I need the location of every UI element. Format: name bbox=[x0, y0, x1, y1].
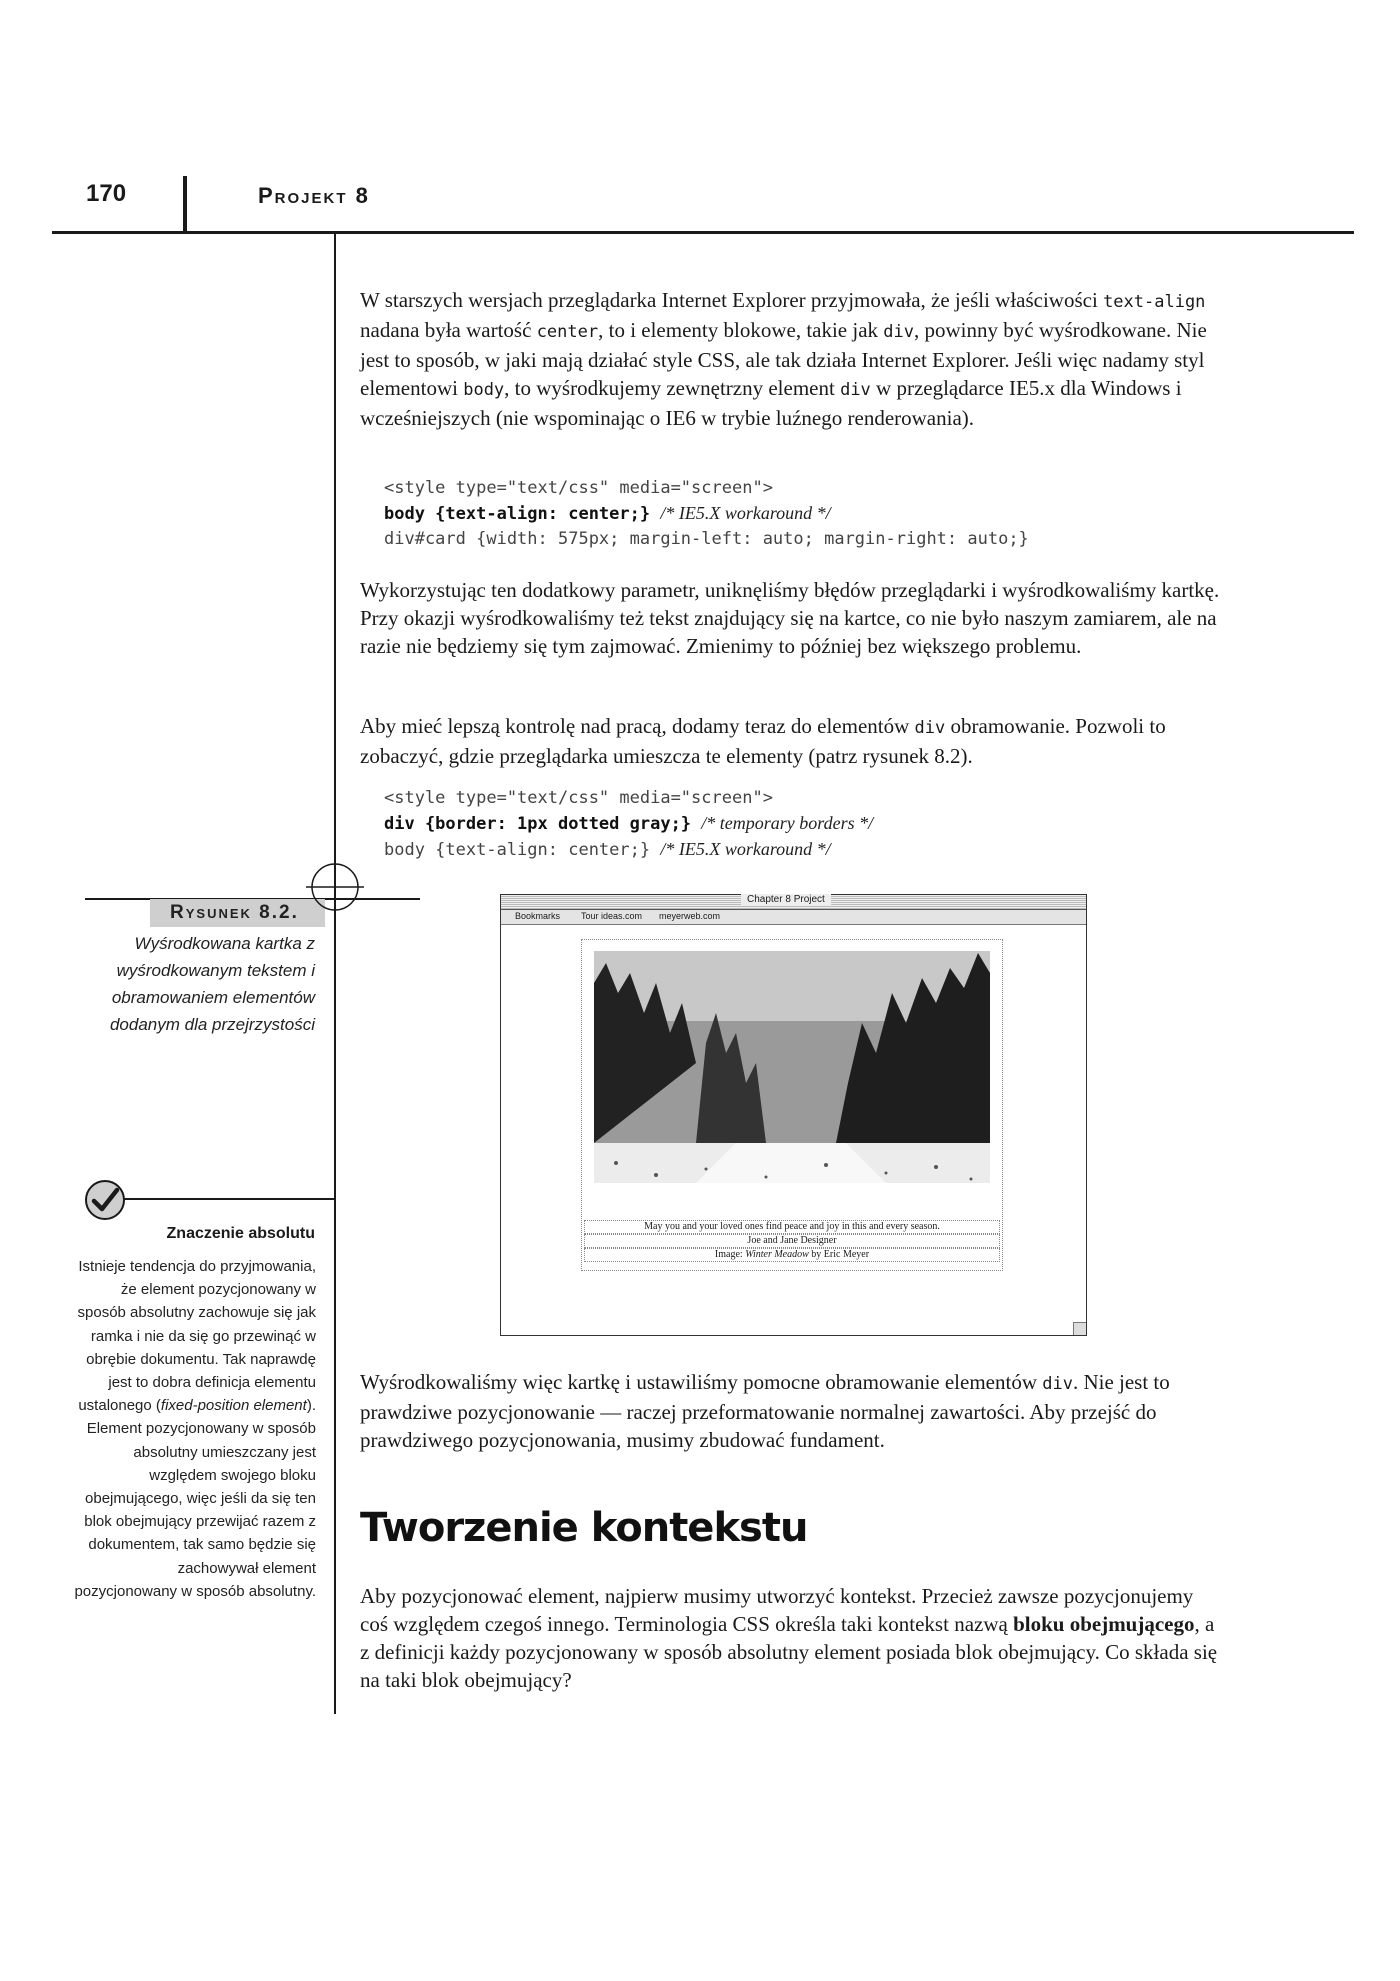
paragraph-workaround: Wykorzystując ten dodatkowy parametr, uniknęliśmy błędów przeglądarki i wyśrodkowaliśmy kartkę. Przy okazji wyśrodkowaliśmy też tekst znajdujący się na kartce, co nie było naszym zamiarem, ale na razie nie będziemy się tym zajmować. Zmienimy to później bez większego problemu. bbox=[360, 578, 1220, 658]
toolbar-meyerweb: meyerweb.com bbox=[659, 911, 721, 921]
code-line: <style type="text/css" media="screen"> bbox=[384, 788, 773, 808]
paragraph-ie-centering: W starszych wersjach przeglądarka Internet Explorer przyjmowała, że jeśli właściwości text-align nadana była wartość center, to i elementy blokowe, takie jak div, powinny być wyśrodkowane. Nie jest to sposób, w jaki mają działać style CSS, ale tak działa Internet Explorer. Jeśli więc nadamy styl elementowi body, to wyśrodkujemy zewnętrzny element div w przeglądarce IE5.x dla Windows i wcześniejszych (nie wspominając o IE6 w trybie luźnego renderowania). bbox=[360, 288, 1207, 430]
paragraph-borders: Aby mieć lepszą kontrolę nad pracą, dodamy teraz do elementów div obramowanie. Pozwoli to zobaczyć, gdzie przeglądarka umieszcza te elementy (patrz rysunek 8.2). bbox=[360, 714, 1166, 768]
checkmark-icon bbox=[84, 1179, 126, 1221]
browser-screenshot bbox=[500, 894, 1087, 1336]
code-line: div {border: 1px dotted gray;} /* temporary borders */ bbox=[384, 813, 874, 834]
page-number: 170 bbox=[86, 180, 127, 207]
header-divider bbox=[183, 176, 187, 231]
greeting-card bbox=[581, 939, 1003, 1271]
browser-toolbar bbox=[501, 910, 1086, 925]
card-greeting: May you and your loved ones find peace and joy in this and every season. bbox=[584, 1220, 1000, 1234]
figure-label: Rysunek 8.2. bbox=[170, 902, 299, 923]
code-listing-1 bbox=[384, 476, 1244, 552]
header-rule bbox=[52, 231, 1354, 234]
browser-window-title: Chapter 8 Project bbox=[741, 894, 831, 905]
column-divider bbox=[334, 234, 336, 1714]
toolbar-tourideas: Tour ideas.com bbox=[581, 911, 643, 921]
winter-meadow-photo bbox=[586, 943, 998, 1215]
code-line: div#card {width: 575px; margin-left: auto; margin-right: auto;} bbox=[384, 529, 1029, 549]
card-signature: Joe and Jane Designer bbox=[584, 1234, 1000, 1248]
paragraph-summary: Wyśrodkowaliśmy więc kartkę i ustawiliśmy pomocne obramowanie elementów div. Nie jest to prawdziwe pozycjonowanie — raczej przeformatowanie normalnej zawartości. Aby przejść do prawdziwego pozycjonowania, musimy zbudować fundament. bbox=[360, 1370, 1170, 1452]
browser-titlebar bbox=[501, 895, 1086, 910]
code-listing-2 bbox=[384, 786, 1244, 863]
toolbar-bookmarks: Bookmarks bbox=[515, 911, 561, 921]
section-heading: Tworzenie kontekstu bbox=[360, 1505, 808, 1551]
code-line: <style type="text/css" media="screen"> bbox=[384, 478, 773, 498]
sidebar-text: Istnieje tendencja do przyjmowania, że element pozycjonowany w sposób absolutny zachowuje się jak ramka i nie da się go przewinąć w obrębie dokumentu. Tak naprawdę jest to dobra definicja elementu ustalonego (fixed-position element). Element pozycjonowany w sposób absolutny umieszczany jest względem swojego bloku obejmującego, więc jeśli da się ten blok obejmujący przewijać razem z dokumentem, tak samo będzie się zachowywał element pozycjonowany w sposób absolutny. bbox=[74, 1258, 316, 1600]
window-resize-handle bbox=[1073, 1322, 1086, 1335]
card-credit: Image: Winter Meadow by Eric Meyer bbox=[584, 1248, 1000, 1262]
crosshair-icon bbox=[306, 858, 364, 916]
code-line: body {text-align: center;} /* IE5.X workaround */ bbox=[384, 503, 831, 524]
sidebar-title: Znaczenie absolutu bbox=[166, 1225, 315, 1242]
paragraph-containing-block: Aby pozycjonować element, najpierw musimy utworzyć kontekst. Przecież zawsze pozycjonujemy coś względem czegoś innego. Terminologia CSS określa taki kontekst nazwą bloku obejmującego, a z definicji każdy pozycjonowany w sposób absolutny element posiada blok obejmujący. Co składa się na taki blok obejmujący? bbox=[360, 1584, 1218, 1692]
figure-caption: Wyśrodkowana kartka z wyśrodkowanym tekstem i obramowaniem elementów dodanym dla przejrzystości bbox=[109, 934, 315, 1034]
code-line: body {text-align: center;} /* IE5.X workaround */ bbox=[384, 839, 831, 860]
chapter-label: Projekt 8 bbox=[258, 183, 370, 208]
